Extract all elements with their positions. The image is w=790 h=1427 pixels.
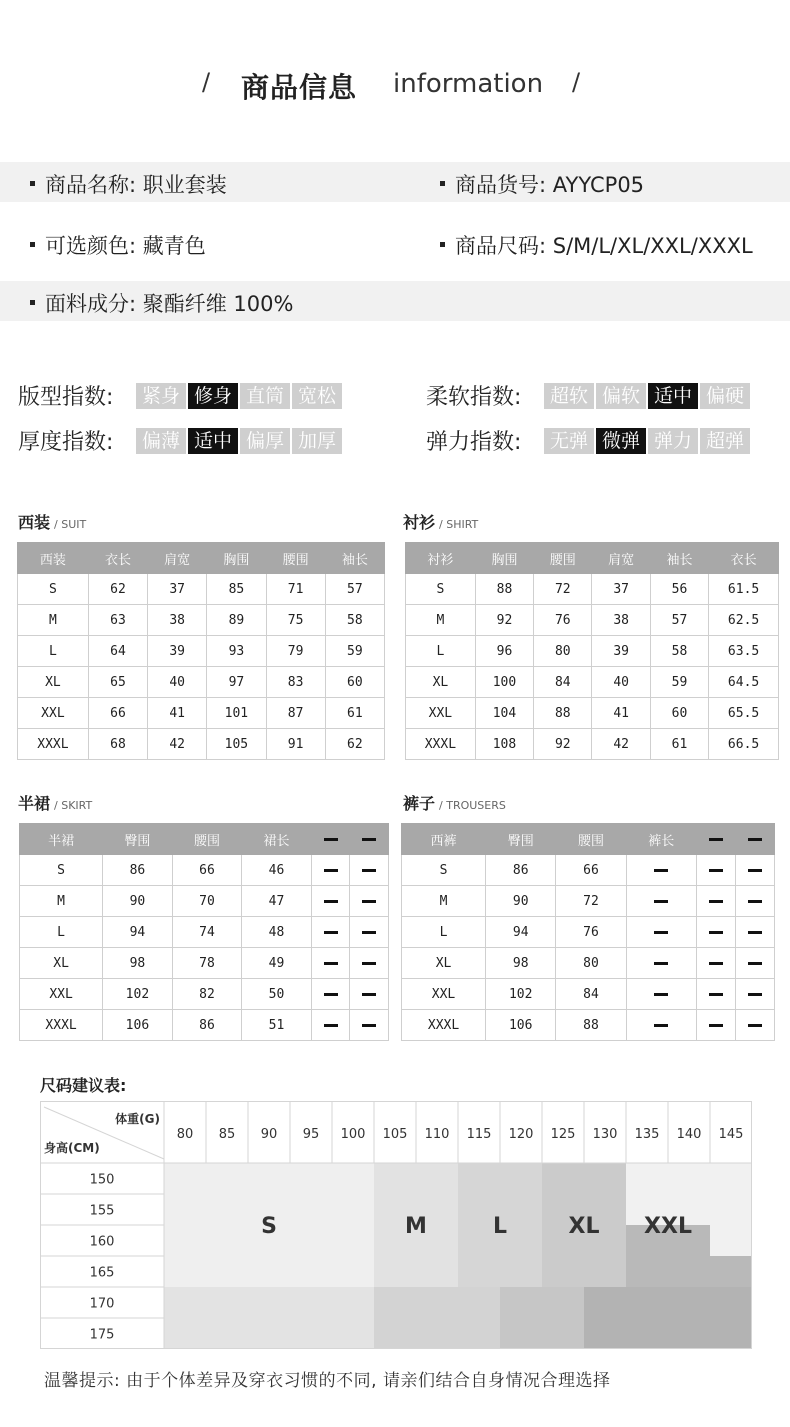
table-cell: 102	[486, 979, 556, 1010]
table-header-cell: 衣长	[88, 543, 147, 574]
table-cell: XXXL	[20, 1010, 103, 1041]
table-cell: 38	[148, 605, 207, 636]
table-header-cell: 腰围	[266, 543, 325, 574]
index-option: 偏硬	[700, 383, 750, 409]
table-row	[18, 574, 385, 605]
height-tick: 150	[89, 1172, 115, 1188]
table-cell: 97	[207, 667, 266, 698]
table-cell: 47	[242, 886, 312, 917]
table-row	[406, 605, 779, 636]
index-label: 柔软指数:	[426, 385, 522, 410]
index-option: 偏厚	[240, 428, 290, 454]
table-row	[402, 948, 775, 979]
index-chips	[136, 428, 344, 454]
trousers-section-title: 裤子 / TROUSERS	[403, 794, 506, 813]
table-header-cell: 腰围	[556, 824, 626, 855]
table-cell: 83	[266, 667, 325, 698]
info-material: 面料成分: 聚酯纤维 100%	[30, 288, 293, 318]
table-cell: L	[18, 636, 89, 667]
table-cell: 62	[88, 574, 147, 605]
table-header-cell: 袖长	[650, 543, 708, 574]
dash-cell	[735, 948, 774, 979]
index-option: 偏软	[596, 383, 646, 409]
info-name: 商品名称: 职业套装	[30, 169, 227, 199]
dash-cell	[626, 948, 696, 979]
weight-tick: 105	[382, 1127, 408, 1142]
table-cell: 42	[148, 729, 207, 760]
table-header-cell: 臀围	[486, 824, 556, 855]
table-header-row	[20, 824, 389, 855]
shirt-section-title: 衬衫 / SHIRT	[403, 513, 479, 532]
size-label: L	[492, 1214, 508, 1239]
table-cell: 101	[207, 698, 266, 729]
table-cell: XL	[402, 948, 486, 979]
table-cell: 72	[534, 574, 592, 605]
table-cell: 88	[556, 1010, 626, 1041]
table-cell: 41	[148, 698, 207, 729]
table-cell: 80	[534, 636, 592, 667]
table-cell: 39	[592, 636, 650, 667]
table-cell: 68	[88, 729, 147, 760]
table-cell: 48	[242, 917, 312, 948]
table-cell: 46	[242, 855, 312, 886]
table-cell: 59	[325, 636, 384, 667]
table-cell: XL	[406, 667, 476, 698]
index-option: 超软	[544, 383, 594, 409]
dash-cell	[350, 1010, 389, 1041]
weight-tick: 80	[176, 1127, 194, 1142]
table-cell: 61	[650, 729, 708, 760]
table-header-cell: 胸围	[475, 543, 533, 574]
table-cell: 63.5	[709, 636, 779, 667]
height-tick: 155	[89, 1203, 115, 1219]
table-row	[402, 917, 775, 948]
index-option: 偏薄	[136, 428, 186, 454]
index-option: 弹力	[648, 428, 698, 454]
weight-tick: 90	[260, 1127, 278, 1142]
table-row	[20, 886, 389, 917]
weight-axis-label: 体重(G)	[115, 1112, 160, 1126]
table-cell: 79	[266, 636, 325, 667]
table-row	[20, 1010, 389, 1041]
region-xxl-ext	[710, 1256, 752, 1287]
table-row	[402, 855, 775, 886]
table-cell: 84	[556, 979, 626, 1010]
table-cell: 51	[242, 1010, 312, 1041]
table-header-cell: 肩宽	[592, 543, 650, 574]
table-cell: 72	[556, 886, 626, 917]
table-cell: XXL	[18, 698, 89, 729]
table-cell: 104	[475, 698, 533, 729]
table-cell: 39	[148, 636, 207, 667]
table-row	[406, 667, 779, 698]
table-cell: 106	[486, 1010, 556, 1041]
table-header-cell: 西裤	[402, 824, 486, 855]
table-header-cell: 肩宽	[148, 543, 207, 574]
table-cell: 62	[325, 729, 384, 760]
weight-tick: 100	[340, 1127, 366, 1142]
table-cell: 108	[475, 729, 533, 760]
table-cell: 92	[534, 729, 592, 760]
region-s-tall	[164, 1287, 374, 1349]
table-row	[18, 667, 385, 698]
table-row	[20, 917, 389, 948]
weight-tick: 140	[676, 1127, 702, 1142]
dash-cell	[735, 917, 774, 948]
table-header-cell: 胸围	[207, 543, 266, 574]
dash-cell	[350, 917, 389, 948]
table-cell: 60	[650, 698, 708, 729]
dash-cell	[626, 855, 696, 886]
table-header-cell: 臀围	[103, 824, 173, 855]
table-cell: L	[402, 917, 486, 948]
table-cell: 94	[103, 917, 173, 948]
table-cell: S	[18, 574, 89, 605]
table-cell: 38	[592, 605, 650, 636]
dash-cell	[350, 948, 389, 979]
bullet-icon	[30, 242, 35, 247]
table-cell: 61.5	[709, 574, 779, 605]
size-recommend-grid	[40, 1101, 752, 1349]
table-cell: XXL	[406, 698, 476, 729]
trousers-size-table	[401, 823, 775, 1041]
index-elasticity	[426, 425, 752, 456]
suit-section-title: 西装 / SUIT	[18, 513, 87, 532]
info-size: 商品尺码: S/M/L/XL/XXL/XXXL	[440, 230, 753, 260]
table-cell: 66	[556, 855, 626, 886]
bullet-icon	[440, 181, 445, 186]
table-cell: L	[406, 636, 476, 667]
table-cell: 62.5	[709, 605, 779, 636]
table-cell: 86	[172, 1010, 242, 1041]
table-cell: XXXL	[18, 729, 89, 760]
table-cell: 88	[475, 574, 533, 605]
table-cell: 59	[650, 667, 708, 698]
table-cell: 98	[103, 948, 173, 979]
suit-size-table	[17, 542, 385, 760]
table-cell: 41	[592, 698, 650, 729]
dash-cell	[735, 1010, 774, 1041]
dash-cell	[350, 886, 389, 917]
dash-cell	[735, 886, 774, 917]
weight-tick: 115	[466, 1127, 492, 1142]
table-cell: S	[406, 574, 476, 605]
table-cell: 60	[325, 667, 384, 698]
table-cell: 89	[207, 605, 266, 636]
bullet-icon	[440, 242, 445, 247]
table-header-cell: 衣长	[709, 543, 779, 574]
table-cell: 66.5	[709, 729, 779, 760]
table-cell: 98	[486, 948, 556, 979]
table-cell: 74	[172, 917, 242, 948]
index-option: 紧身	[136, 383, 186, 409]
table-row	[406, 636, 779, 667]
table-cell: S	[20, 855, 103, 886]
dash-cell	[311, 824, 350, 855]
table-cell: 37	[592, 574, 650, 605]
table-header-cell: 西装	[18, 543, 89, 574]
table-cell: M	[18, 605, 89, 636]
dash-cell	[311, 917, 350, 948]
index-chips	[136, 383, 344, 409]
table-cell: 86	[103, 855, 173, 886]
header-title-en: information	[393, 69, 544, 99]
table-cell: 87	[266, 698, 325, 729]
region-l-tall	[500, 1287, 584, 1349]
header-slash-left: /	[202, 68, 211, 96]
index-chips	[544, 383, 752, 409]
dash-cell	[311, 979, 350, 1010]
table-cell: M	[20, 886, 103, 917]
dash-cell	[696, 917, 735, 948]
table-cell: 64.5	[709, 667, 779, 698]
dash-cell	[626, 917, 696, 948]
index-option: 修身	[188, 383, 238, 409]
dash-cell	[311, 855, 350, 886]
weight-tick: 110	[424, 1127, 450, 1142]
table-row	[18, 605, 385, 636]
header-slash-right: /	[572, 68, 581, 96]
table-cell: 71	[266, 574, 325, 605]
weight-tick: 125	[550, 1127, 576, 1142]
table-cell: 64	[88, 636, 147, 667]
index-fit	[18, 380, 344, 411]
dash-cell	[311, 1010, 350, 1041]
dash-cell	[696, 1010, 735, 1041]
region-xl-tall	[584, 1287, 752, 1349]
table-cell: 76	[556, 917, 626, 948]
index-option: 加厚	[292, 428, 342, 454]
table-row	[406, 698, 779, 729]
table-cell: 102	[103, 979, 173, 1010]
weight-tick: 120	[508, 1127, 534, 1142]
weight-tick: 85	[218, 1127, 236, 1142]
table-cell: 61	[325, 698, 384, 729]
table-cell: 57	[650, 605, 708, 636]
size-label: M	[405, 1214, 427, 1239]
index-label: 厚度指数:	[18, 430, 114, 455]
table-cell: 37	[148, 574, 207, 605]
table-cell: XL	[18, 667, 89, 698]
index-softness	[426, 380, 752, 411]
dash-cell	[696, 855, 735, 886]
table-cell: 42	[592, 729, 650, 760]
table-cell: 65.5	[709, 698, 779, 729]
table-row	[20, 948, 389, 979]
table-cell: 91	[266, 729, 325, 760]
table-cell: 78	[172, 948, 242, 979]
size-label: S	[261, 1214, 277, 1239]
index-option: 超弹	[700, 428, 750, 454]
table-cell: XXXL	[406, 729, 476, 760]
dash-cell	[350, 979, 389, 1010]
table-cell: 96	[475, 636, 533, 667]
table-header-cell: 裤长	[626, 824, 696, 855]
dash-cell	[311, 886, 350, 917]
table-cell: 63	[88, 605, 147, 636]
index-thickness	[18, 425, 344, 456]
table-cell: 65	[88, 667, 147, 698]
dash-cell	[350, 855, 389, 886]
dash-cell	[696, 886, 735, 917]
dash-cell	[696, 824, 735, 855]
table-cell: 76	[534, 605, 592, 636]
table-cell: 40	[592, 667, 650, 698]
index-option: 微弹	[596, 428, 646, 454]
table-cell: 100	[475, 667, 533, 698]
table-cell: 66	[172, 855, 242, 886]
table-cell: XL	[20, 948, 103, 979]
height-tick: 170	[89, 1296, 115, 1312]
table-row	[406, 574, 779, 605]
table-header-cell: 裙长	[242, 824, 312, 855]
footer-tip: 温馨提示: 由于个体差异及穿衣习惯的不同, 请亲们结合自身情况合理选择	[44, 1371, 611, 1391]
index-label: 弹力指数:	[426, 430, 522, 455]
region-blank	[710, 1225, 752, 1256]
info-code: 商品货号: AYYCP05	[440, 169, 644, 199]
table-cell: M	[406, 605, 476, 636]
info-color: 可选颜色: 藏青色	[30, 230, 206, 260]
table-cell: 57	[325, 574, 384, 605]
table-row	[20, 979, 389, 1010]
table-cell: XXL	[402, 979, 486, 1010]
region-m-tall	[374, 1287, 500, 1349]
weight-tick: 130	[592, 1127, 618, 1142]
table-row	[18, 729, 385, 760]
bullet-icon	[30, 181, 35, 186]
table-cell: XXXL	[402, 1010, 486, 1041]
skirt-size-table	[19, 823, 389, 1041]
section-header	[0, 66, 790, 106]
height-axis-label: 身高(CM)	[44, 1141, 100, 1155]
table-cell: 70	[172, 886, 242, 917]
table-cell: S	[402, 855, 486, 886]
dash-cell	[350, 824, 389, 855]
table-cell: 80	[556, 948, 626, 979]
table-row	[20, 855, 389, 886]
table-cell: 93	[207, 636, 266, 667]
table-row	[402, 979, 775, 1010]
table-cell: 105	[207, 729, 266, 760]
shirt-size-table	[405, 542, 779, 760]
table-cell: M	[402, 886, 486, 917]
index-option: 直筒	[240, 383, 290, 409]
table-row	[406, 729, 779, 760]
table-cell: 56	[650, 574, 708, 605]
dash-cell	[696, 979, 735, 1010]
table-cell: 90	[486, 886, 556, 917]
height-tick: 175	[89, 1327, 115, 1343]
table-header-cell: 衬衫	[406, 543, 476, 574]
table-header-row	[402, 824, 775, 855]
table-header-cell: 腰围	[172, 824, 242, 855]
table-row	[18, 698, 385, 729]
table-cell: 85	[207, 574, 266, 605]
table-header-cell: 袖长	[325, 543, 384, 574]
table-cell: L	[20, 917, 103, 948]
size-label: XL	[568, 1214, 600, 1239]
table-cell: 90	[103, 886, 173, 917]
table-cell: 82	[172, 979, 242, 1010]
recommend-svg	[40, 1101, 752, 1349]
table-cell: 88	[534, 698, 592, 729]
table-cell: 86	[486, 855, 556, 886]
dash-cell	[696, 948, 735, 979]
table-row	[402, 1010, 775, 1041]
table-cell: 66	[88, 698, 147, 729]
table-row	[18, 636, 385, 667]
height-tick: 165	[89, 1265, 115, 1281]
bullet-icon	[30, 300, 35, 305]
index-option: 无弹	[544, 428, 594, 454]
table-cell: 92	[475, 605, 533, 636]
table-cell: 94	[486, 917, 556, 948]
dash-cell	[735, 824, 774, 855]
table-cell: 75	[266, 605, 325, 636]
dash-cell	[626, 886, 696, 917]
recommend-title: 尺码建议表:	[40, 1076, 127, 1095]
header-title-cn: 商品信息	[241, 71, 358, 104]
table-cell: 106	[103, 1010, 173, 1041]
dash-cell	[735, 855, 774, 886]
index-label: 版型指数:	[18, 385, 114, 410]
table-cell: 84	[534, 667, 592, 698]
table-cell: 49	[242, 948, 312, 979]
dash-cell	[311, 948, 350, 979]
table-cell: 58	[325, 605, 384, 636]
height-tick: 160	[89, 1234, 115, 1250]
index-option: 适中	[648, 383, 698, 409]
dash-cell	[735, 979, 774, 1010]
size-label: XXL	[644, 1214, 692, 1239]
weight-tick: 145	[718, 1127, 744, 1142]
table-cell: 58	[650, 636, 708, 667]
table-cell: XXL	[20, 979, 103, 1010]
table-header-cell: 腰围	[534, 543, 592, 574]
index-chips	[544, 428, 752, 454]
table-row	[402, 886, 775, 917]
weight-tick: 135	[634, 1127, 660, 1142]
dash-cell	[626, 979, 696, 1010]
weight-tick: 95	[302, 1127, 320, 1142]
table-header-row	[406, 543, 779, 574]
skirt-section-title: 半裙 / SKIRT	[18, 794, 93, 813]
index-option: 宽松	[292, 383, 342, 409]
index-option: 适中	[188, 428, 238, 454]
table-header-row	[18, 543, 385, 574]
table-header-cell: 半裙	[20, 824, 103, 855]
table-cell: 40	[148, 667, 207, 698]
dash-cell	[626, 1010, 696, 1041]
table-cell: 50	[242, 979, 312, 1010]
